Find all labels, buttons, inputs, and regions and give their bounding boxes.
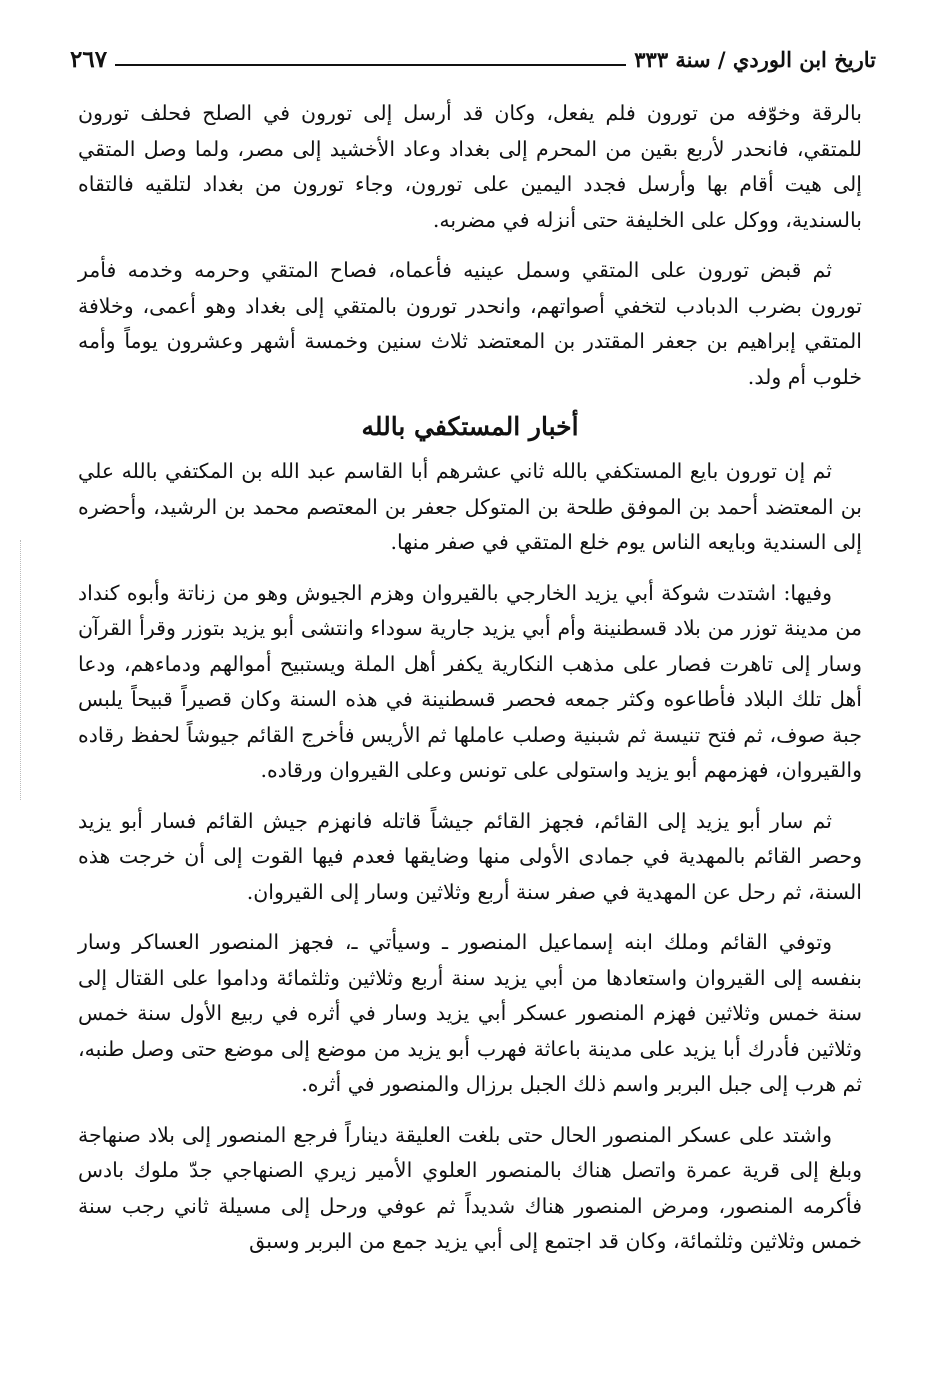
paragraph: بالرقة وخوّفه من تورون فلم يفعل، وكان قد أرسل إلى تورون في الصلح فحلف تورون للمتقي، فانحدر لأربع بقين من المحرم إلى بغداد وعاد الأخشيد إلى مصر، ولما وصل المتقي إلى هيت أقام بها وأرسل فجدد اليمين على تورون، وجاء تورون من بغداد لتلقيه فالتقاه بالسندية، ووكل على الخليفة حتى أنزله في مضربه. (78, 101, 862, 232)
running-title: تاريخ ابن الوردي / سنة ٣٣٣ (634, 47, 876, 72)
paragraph: واشتد على عسكر المنصور الحال حتى بلغت العليقة ديناراً فرجع المنصور إلى بلاد صنهاجة وبلغ إلى قرية عمرة واتصل هناك بالمنصور العلوي الأمير زيري الصنهاجي جدّ ملوك بادس فأكرمه المنصور، ومرض المنصور هناك شديداً ثم عوفي ورحل إلى مسيلة ثاني رجب سنة خمس وثلاثين وثلثمائة، وكان قد اجتمع إلى أبي يزيد جمع من البربر وسبق (78, 1122, 862, 1253)
paragraph: ثم إن تورون بايع المستكفي بالله ثاني عشرهم أبا القاسم عبد الله بن المكتفي بالله علي بن المعتضد أحمد بن الموفق طلحة بن المتوكل جعفر بن المعتصم محمد بن الرشيد، وأحضره إلى السندية وبايعه الناس يوم خلع المتقي في صفر منها. (78, 459, 862, 554)
paragraph: ثم قبض تورون على المتقي وسمل عينيه فأعماه، فصاح المتقي وحرمه وخدمه فأمر تورون بضرب الدبادب لتخفي أصواتهم، وانحدر تورون بالمتقي إلى بغداد وهو أعمى، وخلافة المتقي إبراهيم بن جعفر المقتدر بن المعتضد ثلاث سنين وخمسة أشهر وعشرون يوماً وأمه خلوب أم ولد. (78, 258, 862, 389)
section-heading: أخبار المستكفي بالله (361, 412, 579, 441)
page-header (70, 34, 876, 74)
header-rule (115, 64, 626, 66)
scan-margin-mark (20, 540, 24, 800)
paragraph: وفيها: اشتدت شوكة أبي يزيد الخارجي بالقيروان وهزم الجيوش وهو من زناتة وأبوه كنداد من مدينة توزر من بلاد قسطنينة وأم أبي يزيد جارية سوداء وانتشى أبو يزيد بتوزر وقرأ القرآن وسار إلى تاهرت فصار على مذهب النكارية يكفر أهل الملة ويستبيح أموالهم ودماءهم، ودعا أهل تلك البلاد فأطاعوه وكثر جمعه فحصر قسطنينة في هذه السنة وكان قصيراً قبيحاً يلبس جبة صوف، ثم فتح تنيسة ثم شبنية وصلب عاملها ثم الأريس فأخرج القائم جيوشاً لحفظ رقاده والقيروان، فهزمهم أبو يزيد واستولى على تونس وعلى القيروان ورقاده. (78, 580, 862, 782)
page-number: ٢٦٧ (70, 46, 108, 73)
paragraph: وتوفي القائم وملك ابنه إسماعيل المنصور ـ وسيأتي ـ، فجهز المنصور العساكر وسار بنفسه إلى القيروان واستعادها من أبي يزيد سنة أربع وثلاثين وثلثمائة وداموا على القتال إلى سنة خمس وثلاثين فهزم المنصور عسكر أبي يزيد وسار في أثره في ربيع الأول سنة خمس وثلاثين فأدرك أبا يزيد على مدينة باعاثة فهرب أبو يزيد من موضع إلى موضع حتى وصل طنبه، ثم هرب إلى جبل البربر واسم ذلك الجبل برزال والمنصور في أثره. (78, 930, 862, 1096)
page-body (78, 96, 862, 1275)
paragraph: ثم سار أبو يزيد إلى القائم، فجهز القائم جيشاً قاتله فانهزم جيش القائم فسار أبو يزيد وحصر القائم بالمهدية في جمادى الأولى منها وضايقها فعدم فيها القوت إلى أن خرجت هذه السنة، ثم رحل عن المهدية في صفر سنة أربع وثلاثين وسار إلى القيروان. (78, 808, 862, 904)
